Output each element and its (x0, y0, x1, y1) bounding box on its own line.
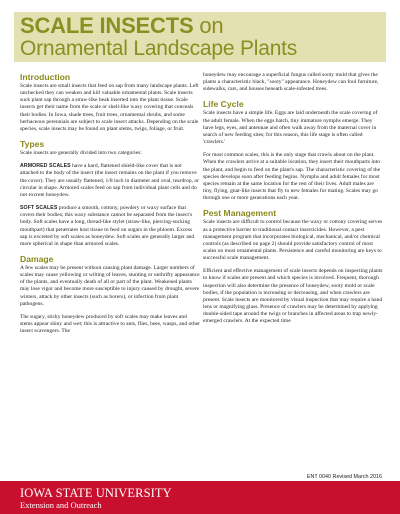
armored-paragraph (20, 163, 200, 199)
life-cycle-paragraph-2: For most common scales, this is the only stage that crawls about on the plant. When the crawlers arrive at a suitable location, they insert their mouthparts into the plant, and begin to feed on the plant's sap. The characteristic covering of the species develops soon after feeding begins. Nymphs and adult females for most species remain at the same location for the rest of their lives. Adult males are tiny, flying, gnat-like insects that fly to new females for mating. Scales may go through one or more generations each year. (203, 152, 381, 202)
types-heading: Types (20, 139, 45, 150)
publication-code: ENT 0040 Revised March 2016 (306, 474, 382, 480)
pest-management-paragraph-1: Scale insects are difficult to control because the waxy or cottony covering serves as a protective barrier to traditional contact insecticides. However, a pest management program that incorporates biological, mechanical, and/or chemical controls (as described on page 2) should provide satisfactory control of most scales on most ornamental plants. Persistence and careful monitoring are keys to successful scale management. (203, 219, 383, 262)
types-paragraph: Scale insects are generally divided into two categories: (20, 150, 142, 157)
intro-paragraph: Scale insects are small insects that feed on sap from many landscape plants. Left unchecked they can weaken and kill valuable ornamental plants. Scale insects suck plant sap through a straw-like beak inserted into the plant tissue. Scale insects get their name from the scale or shell-like waxy covering that conceals their bodies. In Iowa, shade trees, fruit trees, ornamental shrubs, and some herbaceous perennials are subject to scale insect attacks. Depending on the scale species, scale insects may be found on plant stems, twigs, foliage, or fruit. (20, 83, 199, 132)
intro-heading: Introduction (20, 72, 71, 82)
armored-text: have a hard, flattened shield-like cover that is not attached to the body of the insect (the insect remains on the plant if you remove the cover). They are usually flattened, 1/8 inch in diameter and oval, teardrop, or circular in shape. Armored scales feed on sap from individual plant cells and do not excrete honeydew. (20, 163, 200, 198)
life-cycle-paragraph-1: Scale insects have a simple life. Eggs are laid underneath the scale covering of the adult female. When the eggs hatch, tiny immature nymphs emerge. They have legs, eyes, and antennae and often walk away from the maternal cover in search of new feeding sites; for this reason, this life stage is often called 'crawlers.' (203, 110, 378, 146)
soft-paragraph (20, 205, 200, 248)
page-subtitle: Ornamental Landscape Plants (20, 37, 298, 60)
pest-management-paragraph-2: Efficient and effective management of scale insects depends on inspecting plants to know if scales are present and which species is involved. Frequent, thorough inspection will also determine the presence of honeydew, sooty mold or scale bodies, if the population is increasing or decreasing, and when crawlers are present. Scale insects are monitored by visual inspection that may require a hand lens or magnifying glass. Presence of crawlers may be determined by applying double-sided tape around the twigs or branches in affected areas to trap newly-emerged crawlers. At the expected time (203, 268, 383, 325)
soft-lead: SOFT SCALES (20, 205, 58, 212)
damage-paragraph-1: A few scales may be present without causing plant damage. Larger numbers of scales may cause yellowing or wilting of leaves, stunting or unthrifty appearance of the plants, and eventually death of all or part of the plant. Weakened plants may lose vigor and become more susceptible to injury caused by drought, severe winters, attack by other insects (such as borers), or infection from plant pathogens. (20, 264, 200, 307)
left-column (20, 72, 200, 341)
damage-heading: Damage (20, 253, 54, 264)
life-cycle-heading: Life Cycle (203, 99, 244, 110)
title-rest: on (193, 13, 224, 38)
page-title (20, 14, 223, 37)
damage-paragraph-2: The sugary, sticky honeydew produced by soft scales may make leaves and stems appear shiny and wet; this is attractive to ants, flies, bees, wasps, and other insect scavengers. The (20, 313, 200, 335)
pest-management-heading: Pest Management (203, 208, 277, 219)
right-column (203, 72, 383, 332)
title-bold: SCALE INSECTS (20, 13, 194, 38)
armored-lead: ARMORED SCALES (20, 163, 71, 170)
university-logo-text: IOWA STATE UNIVERSITY (20, 486, 172, 500)
extension-outreach-text: Extension and Outreach (20, 500, 102, 510)
soft-text: produce a smooth, cottony, powdery or waxy surface that covers their bodies; this waxy substance cannot be separated from the insect's body. Soft scales have a long, thread-like stylet (straw-like, piercing-sucking mouthpart) that penetrates host tissue to feed on sugars in the phloem. Excess sap is excreted by soft scales as honeydew. Soft scales are generally larger and more spherical in shape than armored scales. (20, 205, 195, 247)
continued-paragraph: honeydew may encourage a superficial fungus called sooty mold that gives the plants a characteristic black, "sooty" appearance. Honeydew can foul furniture, sidewalks, cars, and houses beneath scale-infested trees. (203, 72, 379, 93)
